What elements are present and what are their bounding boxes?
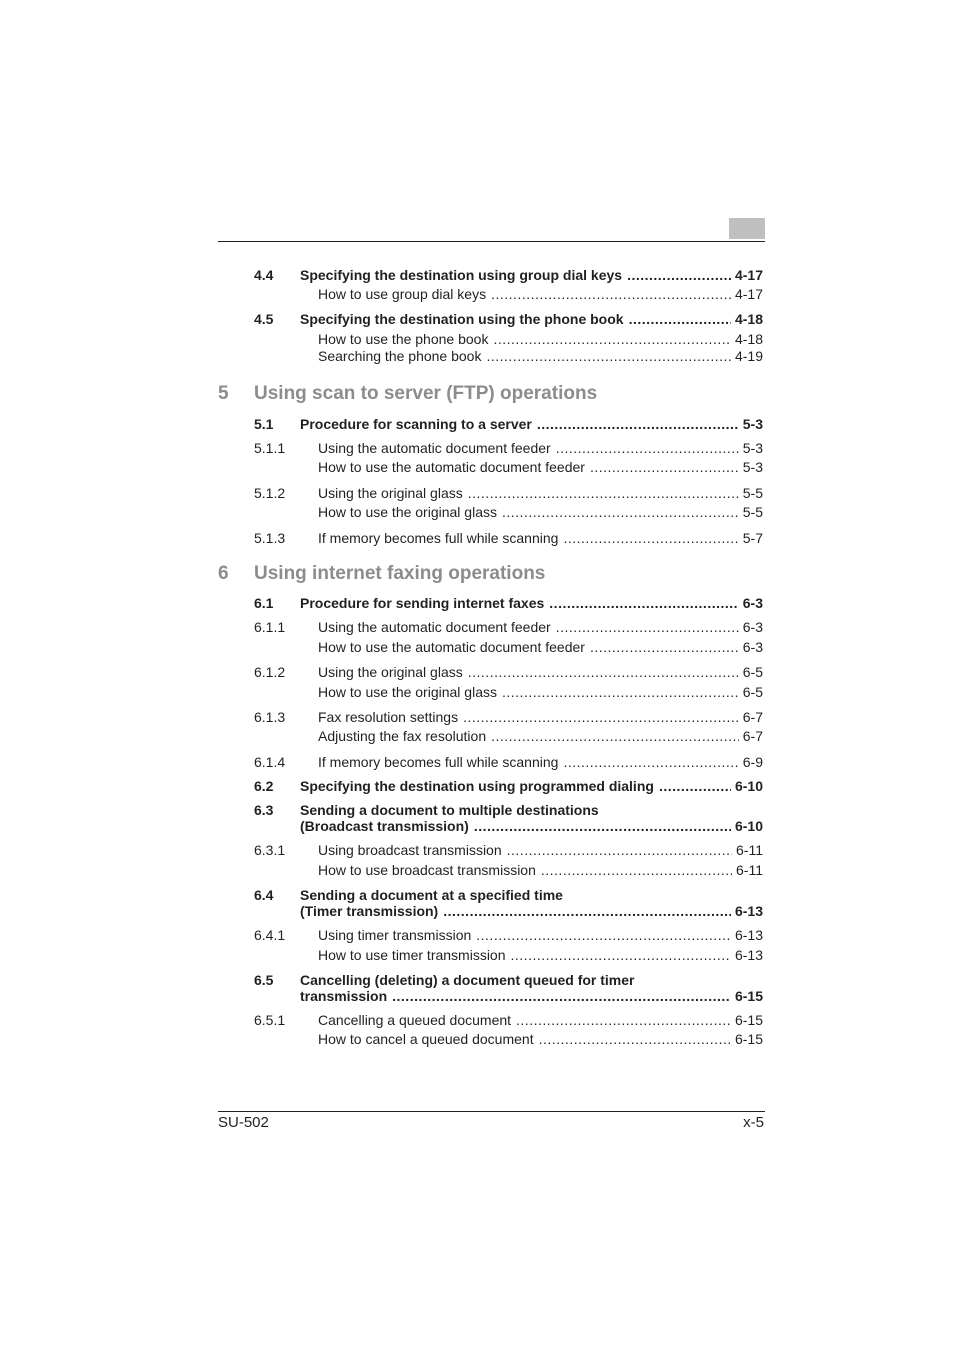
entry-title: Using the automatic document feeder <box>318 619 551 635</box>
page-number: 6-11 <box>736 842 763 858</box>
leader-dots <box>443 903 731 920</box>
entry-title: Using broadcast transmission <box>318 842 502 858</box>
page-number: 6-15 <box>734 988 763 1004</box>
chapter-number: 6 <box>218 563 229 584</box>
page-number: 5-5 <box>742 504 763 520</box>
entry-title: If memory becomes full while scanning <box>318 754 559 770</box>
page-number: 6-5 <box>742 664 763 680</box>
entry-title: Using the automatic document feeder <box>318 440 551 456</box>
entry-title: How to use timer transmission <box>318 947 506 963</box>
section-number: 6.2 <box>254 778 274 794</box>
page-number: 6-10 <box>734 778 763 794</box>
section-title: Procedure for scanning to a server <box>300 416 532 432</box>
entry-title: Using timer transmission <box>318 927 472 943</box>
subsection-number: 6.1.2 <box>254 664 286 680</box>
chapter-heading-6[interactable] <box>218 563 545 585</box>
section-title-line2: (Timer transmission) <box>300 903 439 919</box>
leader-dots <box>659 778 731 795</box>
entry-title: How to use broadcast transmission <box>318 862 536 878</box>
leader-dots <box>491 728 739 745</box>
entry-title: Searching the phone book <box>318 348 482 364</box>
page-number: 6-13 <box>734 903 763 919</box>
leader-dots <box>539 1031 731 1048</box>
leader-dots <box>491 286 731 303</box>
section-title-line1: Sending a document at a specified time <box>300 887 563 903</box>
page-number: 6-3 <box>742 619 763 635</box>
section-title-line2: transmission <box>300 988 388 1004</box>
page-number: 6-13 <box>734 927 763 943</box>
chapter-title: Using scan to server (FTP) operations <box>254 383 598 404</box>
leader-dots <box>590 639 739 656</box>
entry-title: How to use the automatic document feeder <box>318 459 585 475</box>
section-title: Specifying the destination using group dial keys <box>300 267 623 283</box>
chapter-title: Using internet faxing operations <box>254 563 546 584</box>
subsection-number: 5.1.1 <box>254 440 286 456</box>
section-number: 4.5 <box>254 311 274 327</box>
page-number: 5-3 <box>742 459 763 475</box>
page-number: 5-7 <box>742 530 763 546</box>
leader-dots <box>511 947 731 964</box>
footer-page-number: x-5 <box>743 1114 764 1131</box>
entry-title: How to use group dial keys <box>318 286 487 302</box>
entry-title: How to use the original glass <box>318 504 497 520</box>
subsection-number: 6.1.1 <box>254 619 286 635</box>
footer-doc-name: SU-502 <box>218 1114 269 1131</box>
subsection-number: 6.4.1 <box>254 927 286 943</box>
leader-dots <box>541 862 732 879</box>
page-number: 6-3 <box>742 595 763 611</box>
footer-rule <box>218 1111 765 1112</box>
page-number: 4-17 <box>734 267 763 283</box>
entry-title: Adjusting the fax resolution <box>318 728 487 744</box>
page-number: 6-15 <box>734 1031 763 1047</box>
leader-dots <box>549 595 738 612</box>
page-number: 6-3 <box>742 639 763 655</box>
page-number: 6-13 <box>734 947 763 963</box>
page-number: 4-18 <box>734 331 763 347</box>
entry-title: How to use the original glass <box>318 684 497 700</box>
page-number: 6-7 <box>742 728 763 744</box>
page-number: 6-10 <box>734 818 763 834</box>
page-number: 5-5 <box>742 485 763 501</box>
subsection-number: 5.1.2 <box>254 485 286 501</box>
leader-dots <box>392 988 731 1005</box>
page-number: 6-15 <box>734 1012 763 1028</box>
page-number: 6-9 <box>742 754 763 770</box>
section-number: 6.3 <box>254 802 274 818</box>
chapter-number: 5 <box>218 383 229 404</box>
subsection-number: 6.1.3 <box>254 709 286 725</box>
leader-dots <box>537 416 739 433</box>
leader-dots <box>627 267 731 284</box>
entry-title: Fax resolution settings <box>318 709 459 725</box>
section-number: 4.4 <box>254 267 274 283</box>
page-number: 5-3 <box>742 416 763 432</box>
leader-dots <box>486 348 731 365</box>
subsection-number: 6.1.4 <box>254 754 286 770</box>
leader-dots <box>556 619 739 636</box>
page-number: 6-5 <box>742 684 763 700</box>
section-title: Specifying the destination using the phone book <box>300 311 624 327</box>
entry-title: Cancelling a queued document <box>318 1012 512 1028</box>
entry-title: How to use the automatic document feeder <box>318 639 585 655</box>
entry-title: Using the original glass <box>318 485 463 501</box>
subsection-number: 5.1.3 <box>254 530 286 546</box>
chapter-heading-5[interactable] <box>218 383 597 405</box>
entry-title: How to cancel a queued document <box>318 1031 534 1047</box>
page-number: 5-3 <box>742 440 763 456</box>
leader-dots <box>476 927 731 944</box>
page-number: 4-18 <box>734 311 763 327</box>
leader-dots <box>563 754 738 771</box>
leader-dots <box>468 664 739 681</box>
leader-dots <box>556 440 739 457</box>
leader-dots <box>590 459 739 476</box>
entry-title: Using the original glass <box>318 664 463 680</box>
leader-dots <box>629 311 731 328</box>
subsection-number: 6.3.1 <box>254 842 286 858</box>
section-title: Procedure for sending internet faxes <box>300 595 545 611</box>
entry-title: If memory becomes full while scanning <box>318 530 559 546</box>
section-number: 6.4 <box>254 887 274 903</box>
leader-dots <box>563 530 738 547</box>
leader-dots <box>502 504 739 521</box>
leader-dots <box>516 1012 731 1029</box>
section-number: 5.1 <box>254 416 274 432</box>
subsection-number: 6.5.1 <box>254 1012 286 1028</box>
leader-dots <box>463 709 739 726</box>
entry-title: How to use the phone book <box>318 331 489 347</box>
page-number: 6-7 <box>742 709 763 725</box>
page-number: 4-17 <box>734 286 763 302</box>
page-number: 4-19 <box>734 348 763 364</box>
leader-dots <box>468 485 739 502</box>
leader-dots <box>502 684 739 701</box>
leader-dots <box>493 331 731 348</box>
section-number: 6.1 <box>254 595 274 611</box>
section-title-line1: Cancelling (deleting) a document queued for timer <box>300 972 635 988</box>
chapter-tab-marker <box>729 218 765 239</box>
section-title-line2: (Broadcast transmission) <box>300 818 469 834</box>
page-number: 6-11 <box>736 862 763 878</box>
section-title-line1: Sending a document to multiple destinations <box>300 802 599 818</box>
leader-dots <box>507 842 732 859</box>
header-rule <box>218 241 765 242</box>
leader-dots <box>474 818 731 835</box>
section-title: Specifying the destination using programmed dialing <box>300 778 654 794</box>
section-number: 6.5 <box>254 972 274 988</box>
